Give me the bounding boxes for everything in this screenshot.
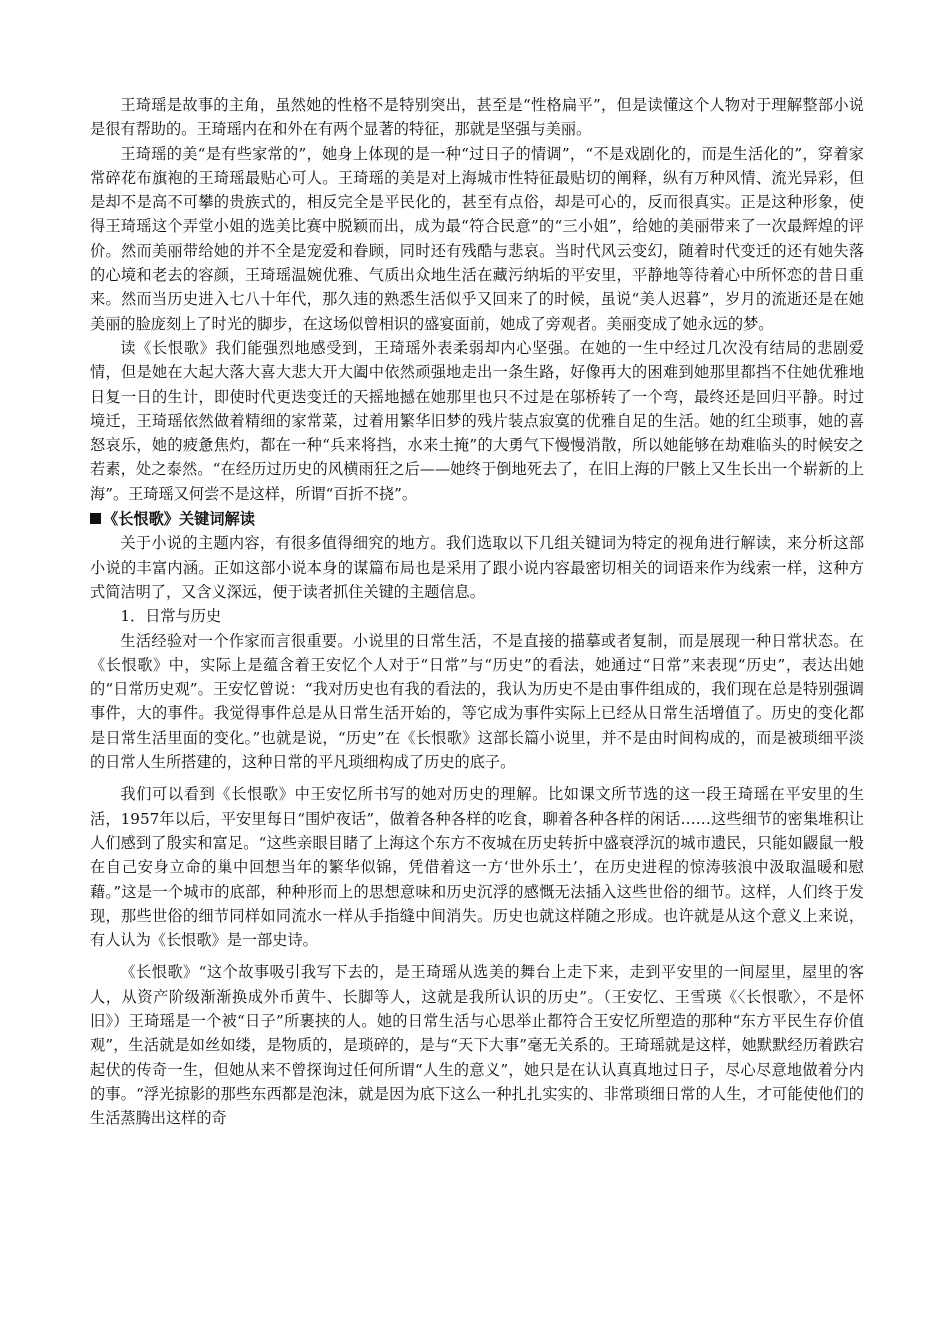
paragraph-intro-2: 王琦瑶的美“是有些家常的”，她身上体现的是一种“过日子的情调”，“不是戏剧化的，而是生活化的”，穿着家常碎花布旗袍的王琦瑶最贴心可人。王琦瑶的美是对上海城市性特征最贴切的阐释，纵有万种风情、流光异彩，但是却不是高不可攀的贵族式的，相反完全是平民化的，甚至有点俗，却是可心的，反而很真实。正是这种形象，使得王琦瑶这个弄堂小姐的选美比赛中脱颖而出，成为最“符合民意”的“三小姐”，给她的美丽带来了一次最辉煌的评价。然而美丽带给她的并不全是宠爱和眷顾，同时还有残酷与悲哀。当时代风云变幻，随着时代变迁的还有她失落的心境和老去的容颜，王琦瑶温婉优雅、气质出众地生活在藏污纳垢的平安里，平静地等待着心中所怀恋的昔日重来。然而当历史进入七八十年代，那久违的熟悉生活似乎又回来了的时候，虽说“美人迟暮”，岁月的流逝还是在她美丽的脸庞刻上了时光的脚步，在这场似曾相识的盛宴面前，她成了旁观者。美丽变成了她永远的梦。 [90,144,864,333]
subheading-daily-history: 1．日常与历史 [120,607,222,626]
paragraph-section-1: 关于小说的主题内容，有很多值得细究的地方。我们选取以下几组关键词为特定的视角进行解读，来分析这部小说的丰富内涵。正如这部小说本身的谋篇布局也是采用了跟小说内容最密切相关的词语来作为线索一样，这种方式简洁明了，又含义深远，便于读者抓住关键的主题信息。 [90,534,864,601]
paragraph-body-2: 我们可以看到《长恨歌》中王安忆所书写的她对历史的理解。比如课文所节选的这一段王琦瑶在平安里的生活，1957年以后，平安里每日“围炉夜话”，做着各种各样的吃食，聊着各种各样的闲话……这些细节的密集堆积让人们感到了殷实和富足。“这些亲眼目睹了上海这个东方不夜城在历史转折中盛衰浮沉的城市遗民，只能如鼹鼠一般在自己安身立命的巢中回想当年的繁华似锦，凭借着这一方‘世外乐土’，在历史进程的惊涛骇浪中汲取温暖和慰藉。”这是一个城市的底部，种种形而上的思想意味和历史沉浮的感慨无法插入这些世俗的细节。这样，人们终于发现，那些世俗的细节同样如同流水一样从手指缝中间消失。历史也就这样随之形成。也许就是从这个意义上来说，有人认为《长恨歌》是一部史诗。 [90,785,864,950]
paragraph-body-1: 生活经验对一个作家而言很重要。小说里的日常生活，不是直接的描摹或者复制，而是展现一种日常状态。在《长恨歌》中，实际上是蕴含着王安忆个人对于“日常”与“历史”的看法，她通过“日常”来表现“历史”，表达出她的“日常历史观”。王安忆曾说：“我对历史也有我的看法的，我认为历史不是由事件组成的，我们现在总是特别强调事件，大的事件。我觉得事件总是从日常生活开始的，等它成为事件实际上已经从日常生活增值了。历史的变化都是日常生活里面的变化。”也就是说，“历史”在《长恨歌》这部长篇小说里，并不是由时间构成的，而是被琐细平淡的日常人生所搭建的，这种日常的平凡琐细构成了历史的底子。 [90,631,864,772]
section-heading [90,507,864,531]
section-heading-text: 《长恨歌》关键词解读 [103,510,255,529]
paragraph-intro-1: 王琦瑶是故事的主角，虽然她的性格不是特别突出，甚至是“性格扁平”，但是读懂这个人物对于理解整部小说是很有帮助的。王琦瑶内在和外在有两个显著的特征，那就是坚强与美丽。 [90,96,864,139]
paragraph-body-3: 《长恨歌》“这个故事吸引我写下去的，是王琦瑶从选美的舞台上走下来，走到平安里的一间屋里，屋里的客人，从资产阶级渐渐换成外币黄牛、长脚等人，这就是我所认识的历史”。（王安忆、王雪瑛《〈长恨歌〉，不是怀旧》）王琦瑶是一个被“日子”所裹挟的人。她的日常生活与心思举止都符合王安忆所塑造的那种“东方平民生存价值观”，生活就是如丝如缕，是物质的，是琐碎的，是与“天下大事”毫无关系的。王琦瑶就是这样，她默默经历着跌宕起伏的传奇一生，但她从来不曾探询过任何所谓“人生的意义”，她只是在认认真真地过日子，尽心尽意地做着分内的事。“浮光掠影的那些东西都是泡沫，就是因为底下这么一种扎扎实实的、非常琐细日常的人生，才可能使他们的生活蒸腾出这样的奇 [90,963,864,1128]
square-bullet-icon [90,513,101,524]
paragraph-intro-3: 读《长恨歌》我们能强烈地感受到，王琦瑶外表柔弱却内心坚强。在她的一生中经过几次没有结局的悲剧爱情，但是她在大起大落大喜大悲大开大阖中依然顽强地走出一条生路，好像再大的困难到她那里都挡不住她优雅地日复一日的生计，即使时代更迭变迁的天摇地撼在她那里也只不过是在邬桥转了一个弯，最终还是回归平静。时过境迁，王琦瑶依然做着精细的家常菜，过着用繁华旧梦的残片装点寂寞的优雅自足的生活。她的红尘琐事，她的喜怒哀乐，她的疲惫焦灼，都在一种“兵来将挡，水来土掩”的大勇气下慢慢消散，所以她能够在劫难临头的时候安之若素，处之泰然。“在经历过历史的风横雨狂之后——她终于倒地死去了，在旧上海的尸骸上又生长出一个崭新的上海”。王琦瑶又何尝不是这样，所谓“百折不挠”。 [90,338,864,503]
document-page [90,93,864,1130]
